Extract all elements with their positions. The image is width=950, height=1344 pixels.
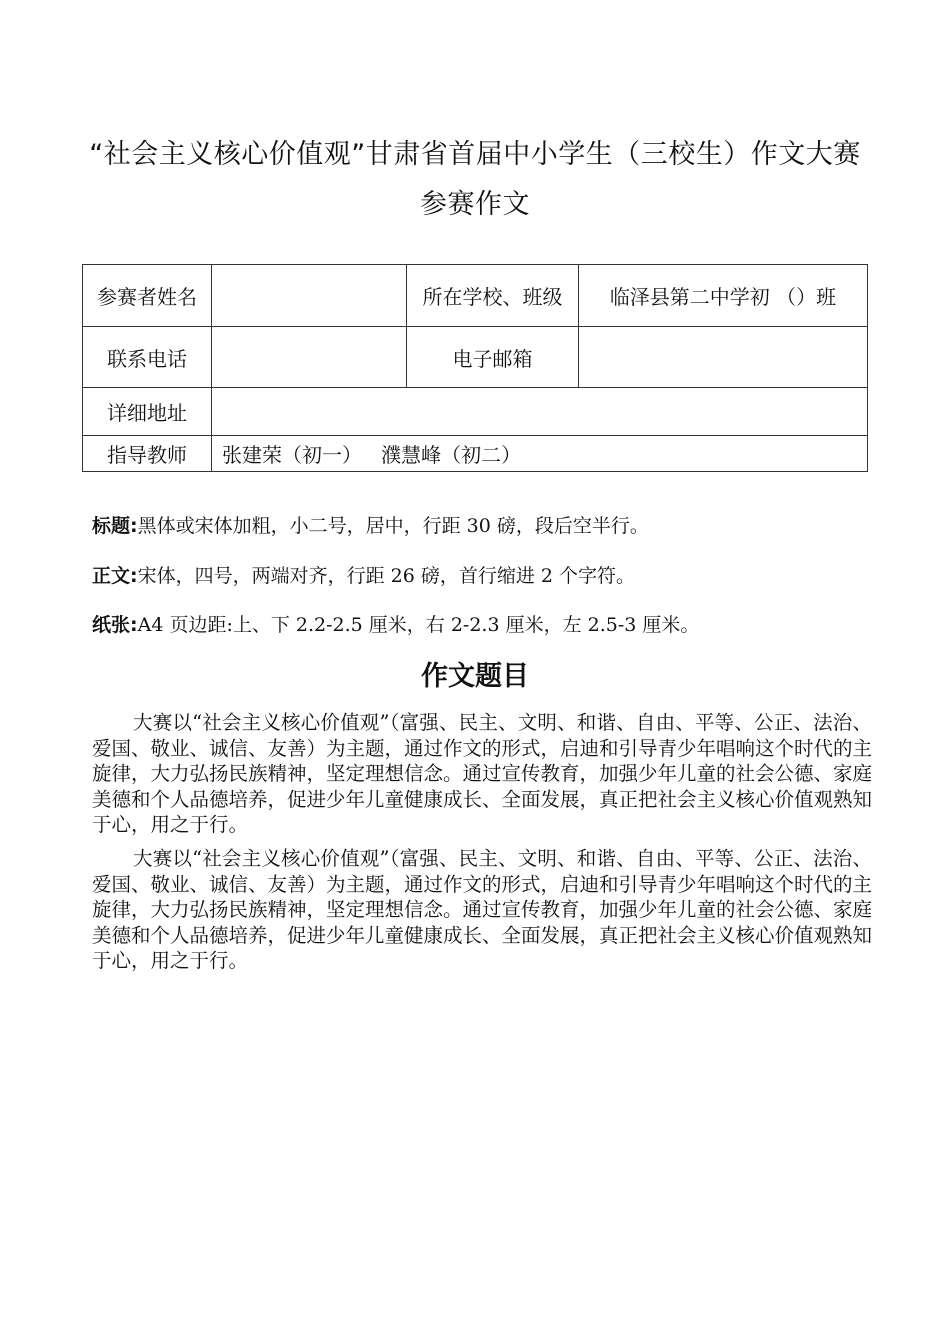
address-label: 详细地址: [83, 388, 212, 436]
table-row: [83, 327, 868, 388]
participant-info-table: [82, 264, 868, 472]
body-format-text: 宋体，四号，两端对齐，行距 26 磅，首行缩进 2 个字符。: [137, 565, 636, 587]
teacher-field: 张建荣（初一） 濮慧峰（初二）: [212, 436, 868, 472]
name-label: 参赛者姓名: [83, 265, 212, 327]
title-format-label: 标题:: [92, 515, 138, 537]
name-field[interactable]: [212, 265, 407, 327]
paper-format-text: A4 页边距:上、下 2.2-2.5 厘米，右 2-2.3 厘米，左 2.5-3 厘米。: [137, 614, 700, 636]
school-label: 所在学校、班级: [407, 265, 579, 327]
body-format-spec: [92, 561, 892, 588]
email-label: 电子邮箱: [407, 327, 579, 388]
teacher-label: 指导教师: [83, 436, 212, 472]
phone-field[interactable]: [212, 327, 407, 388]
school-field[interactable]: 临泽县第二中学初 （）班: [579, 265, 868, 327]
document-subtitle: 参赛作文: [420, 189, 530, 220]
body-format-label: 正文:: [92, 565, 138, 587]
table-row: [83, 436, 868, 472]
paper-format-spec: [92, 610, 892, 637]
paper-format-label: 纸张:: [92, 614, 138, 636]
phone-label: 联系电话: [83, 327, 212, 388]
address-field[interactable]: [212, 388, 868, 436]
email-field[interactable]: [579, 327, 868, 388]
table-row: [83, 265, 868, 327]
title-format-text: 黑体或宋体加粗，小二号，居中，行距 30 磅，段后空半行。: [137, 515, 649, 537]
document-title: “社会主义核心价值观”甘肃省首届中小学生（三校生）作文大赛: [89, 139, 861, 170]
table-row: [83, 388, 868, 436]
essay-paragraph-1: 大赛以“社会主义核心价值观”（富强、民主、文明、和谐、自由、平等、公正、法治、爱国、敬业、诚信、友善）为主题，通过作文的形式，启迪和引导青少年唱响这个时代的主旋律，大力弘扬民族精神，坚定理想信念。通过宣传教育，加强少年儿童的社会公德、家庭美德和个人品德培养，促进少年儿童健康成长、全面发展，真正把社会主义核心价值观熟知于心，用之于行。: [92, 711, 873, 836]
essay-paragraph-2: 大赛以“社会主义核心价值观”（富强、民主、文明、和谐、自由、平等、公正、法治、爱国、敬业、诚信、友善）为主题，通过作文的形式，启迪和引导青少年唱响这个时代的主旋律，大力弘扬民族精神，坚定理想信念。通过宣传教育，加强少年儿童的社会公德、家庭美德和个人品德培养，促进少年儿童健康成长、全面发展，真正把社会主义核心价值观熟知于心，用之于行。: [92, 847, 873, 972]
title-format-spec: [92, 511, 892, 538]
essay-topic-heading: 作文题目: [421, 661, 529, 692]
